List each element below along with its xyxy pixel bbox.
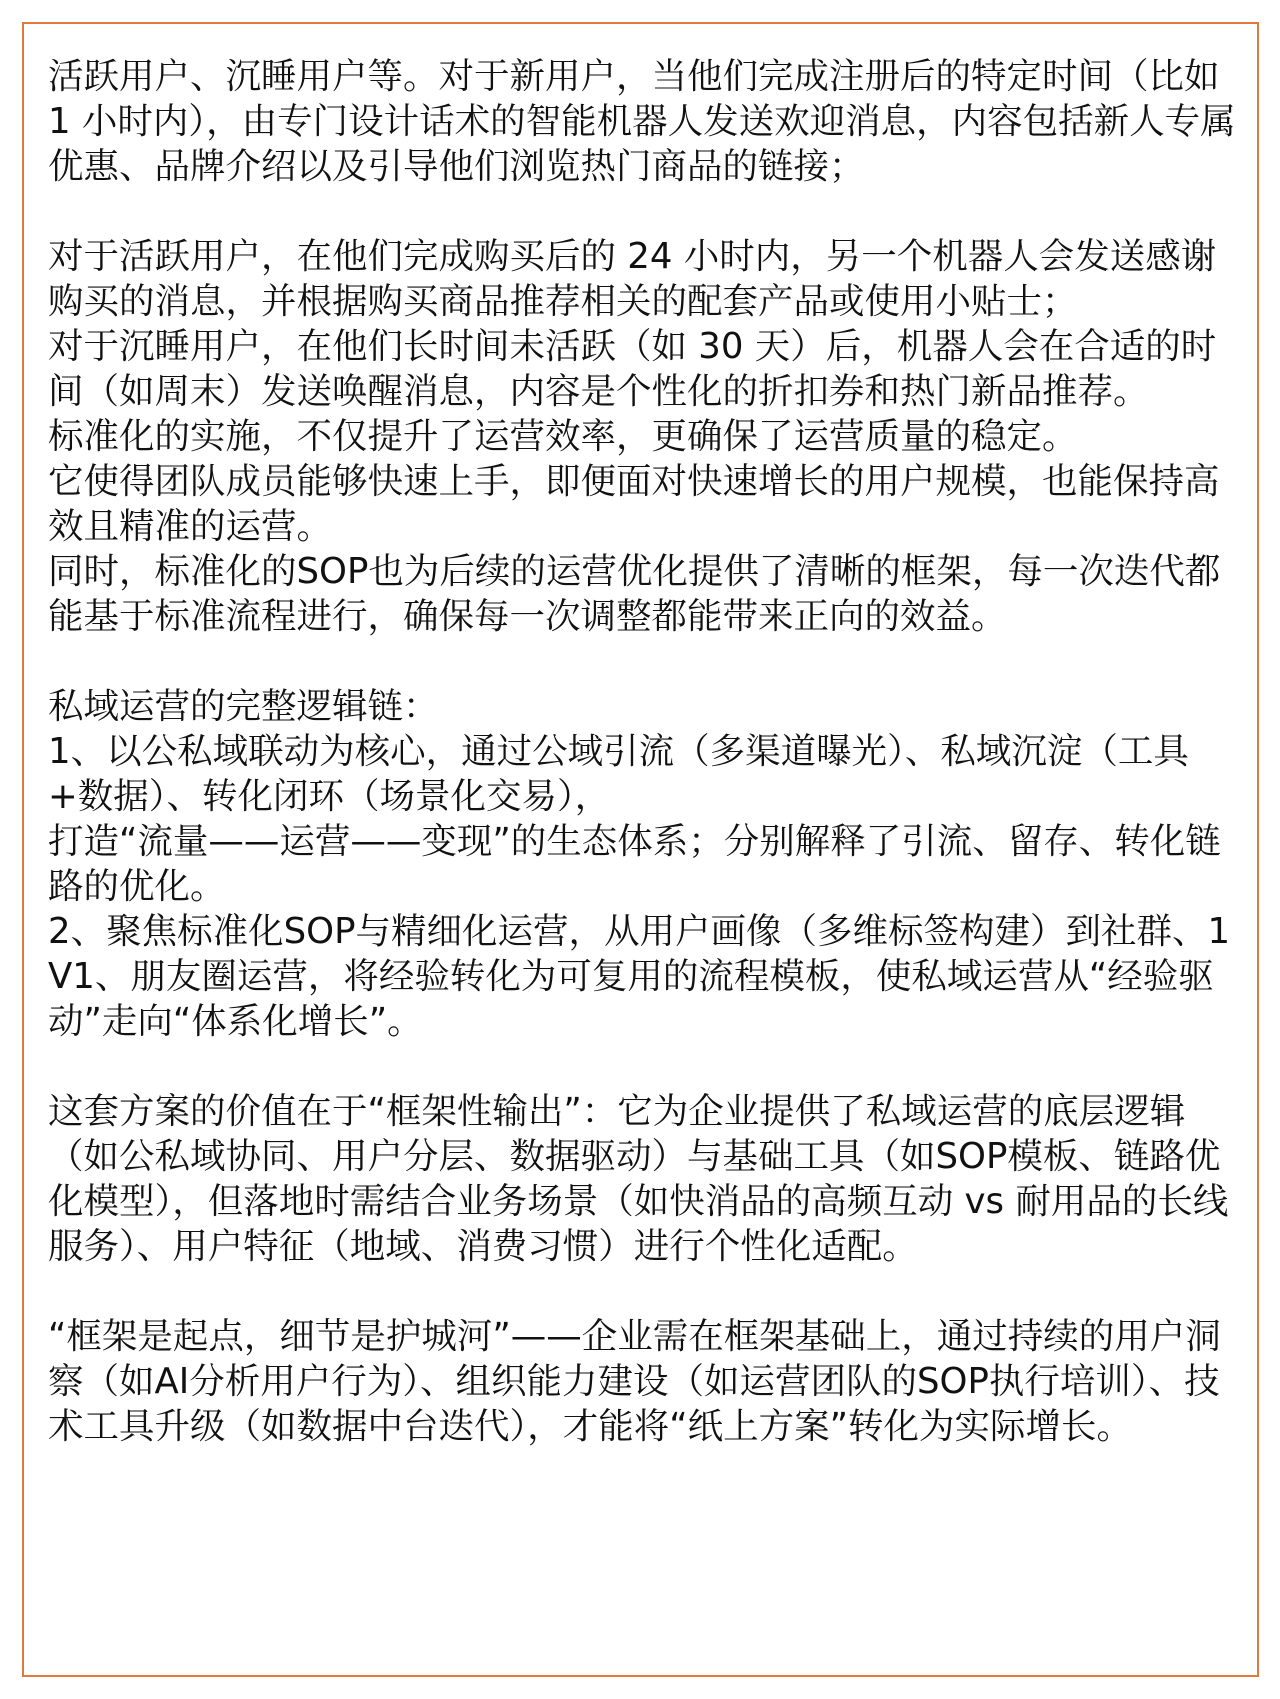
paragraph-framework-value: 这套方案的价值在于“框架性输出”：它为企业提供了私域运营的底层逻辑（如公私域协同、用户分层、数据驱动）与基础工具（如SOP模板、链路优化模型），但落地时需结合业务场景（如快消品的高频互动 vs 耐用品的长线服务）、用户特征（地域、消费习惯）进行个性化适配。 xyxy=(48,1091,1229,1267)
paragraph-point-1: 1、以公私域联动为核心，通过公域引流（多渠道曝光）、私域沉淀（工具+数据）、转化闭环（场景化交易）， xyxy=(48,731,1189,817)
paragraph-moat: “框架是起点，细节是护城河”——企业需在框架基础上，通过持续的用户洞察（如AI分析用户行为）、组织能力建设（如运营团队的SOP执行培训）、技术工具升级（如数据中台迭代），才能将“纸上方案”转化为实际增长。 xyxy=(48,1316,1221,1447)
paragraph-team-onboarding: 它使得团队成员能够快速上手，即便面对快速增长的用户规模，也能保持高效且精准的运营。 xyxy=(48,461,1220,547)
paragraph-spacer xyxy=(48,1044,1238,1089)
paragraph-ecosystem: 打造“流量——运营——变现”的生态体系；分别解释了引流、留存、转化链路的优化。 xyxy=(48,821,1221,907)
paragraph-active-users: 对于活跃用户，在他们完成购买后的 24 小时内，另一个机器人会发送感谢购买的消息，并根据购买商品推荐相关的配套产品或使用小贴士； xyxy=(48,236,1217,322)
paragraph-spacer xyxy=(48,1269,1238,1314)
paragraph-point-2: 2、聚焦标准化SOP与精细化运营，从用户画像（多维标签构建）到社群、1V1、朋友圈运营，将经验转化为可复用的流程模板，使私域运营从“经验驱动”走向“体系化增长”。 xyxy=(48,911,1231,1042)
paragraph-new-users: 活跃用户、沉睡用户等。对于新用户，当他们完成注册后的特定时间（比如 1 小时内），由专门设计话术的智能机器人发送欢迎消息，内容包括新人专属优惠、品牌介绍以及引导他们浏览热门商品的链接； xyxy=(48,56,1236,187)
paragraph-standardization: 标准化的实施，不仅提升了运营效率，更确保了运营质量的稳定。 xyxy=(48,416,1078,457)
paragraph-spacer xyxy=(48,639,1238,684)
paragraph-dormant-users: 对于沉睡用户，在他们长时间未活跃（如 30 天）后，机器人会在合适的时间（如周末）发送唤醒消息，内容是个性化的折扣券和热门新品推荐。 xyxy=(48,326,1217,412)
paragraph-sop-framework: 同时，标准化的SOP也为后续的运营优化提供了清晰的框架，每一次迭代都能基于标准流程进行，确保每一次调整都能带来正向的效益。 xyxy=(48,551,1221,637)
document-frame xyxy=(22,22,1259,1677)
paragraph-logic-chain-heading: 私域运营的完整逻辑链： xyxy=(48,686,439,727)
document-body xyxy=(48,54,1238,1449)
paragraph-spacer xyxy=(48,189,1238,234)
